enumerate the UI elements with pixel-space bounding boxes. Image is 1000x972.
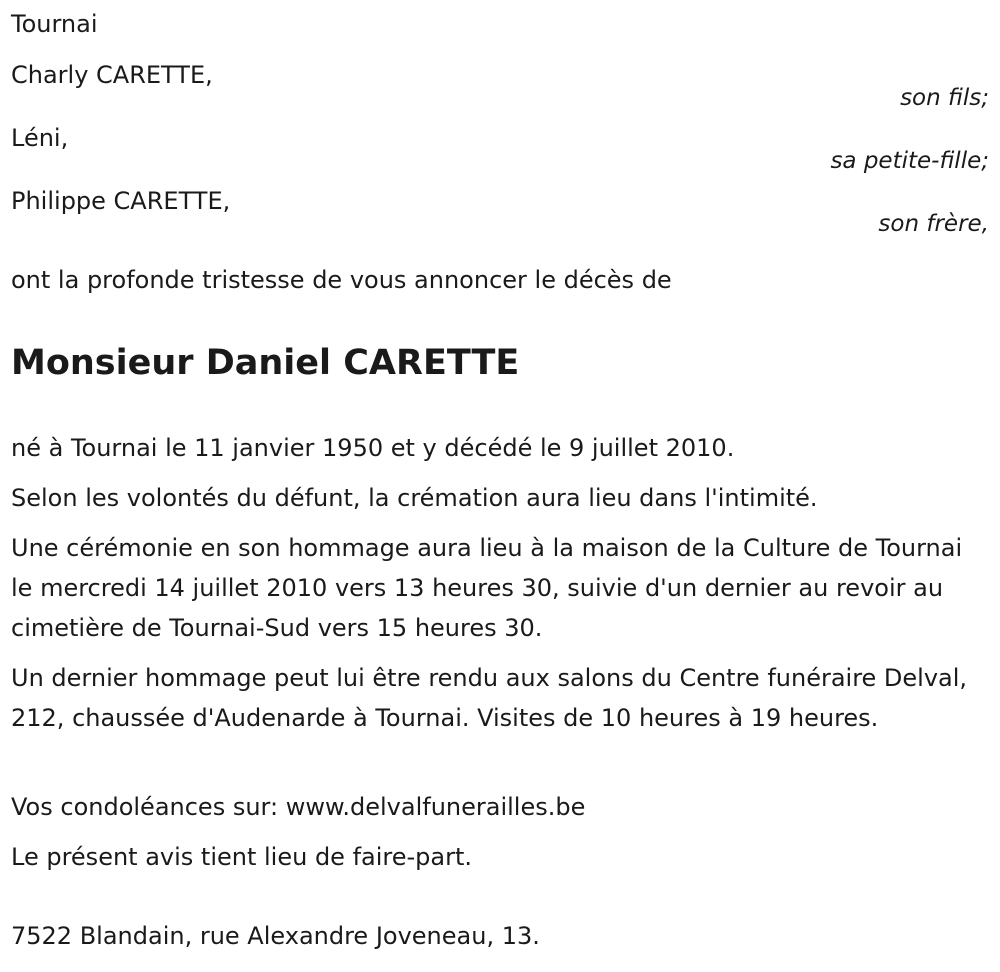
city-heading: Tournai (11, 10, 98, 38)
family-member-relation: son fils; (900, 85, 989, 111)
ceremony-text: Une cérémonie en son hommage aura lieu à la maison de la Culture de Tournai le mercredi 14 juillet 2010 vers 13 heures 30, suivie d'un dernier au revoir au cimetière de Tournai-Sud vers 15 heures 30. (11, 534, 963, 642)
family-member-relation: sa petite-fille; (830, 148, 989, 174)
family-member-name: Charly CARETTE, (11, 61, 213, 89)
notice-text: Le présent avis tient lieu de faire-part. (11, 843, 473, 871)
cremation-text: Selon les volontés du défunt, la crémation aura lieu dans l'intimité. (11, 484, 818, 512)
family-member-name: Léni, (11, 124, 69, 152)
family-member-relation: son frère, (878, 211, 989, 237)
announcement-intro: ont la profonde tristesse de vous annoncer le décès de (11, 266, 672, 294)
deceased-name: Monsieur Daniel CARETTE (11, 343, 520, 383)
visits-text: Un dernier hommage peut lui être rendu aux salons du Centre funéraire Delval, 212, chaussée d'Audenarde à Tournai. Visites de 10 heures à 19 heures. (11, 664, 968, 732)
birth-death-text: né à Tournai le 11 janvier 1950 et y décédé le 9 juillet 2010. (11, 434, 735, 462)
family-member-name: Philippe CARETTE, (11, 187, 231, 215)
address-text: 7522 Blandain, rue Alexandre Joveneau, 13. (11, 922, 540, 950)
condolences-text: Vos condoléances sur: www.delvalfunerailles.be (11, 793, 586, 821)
